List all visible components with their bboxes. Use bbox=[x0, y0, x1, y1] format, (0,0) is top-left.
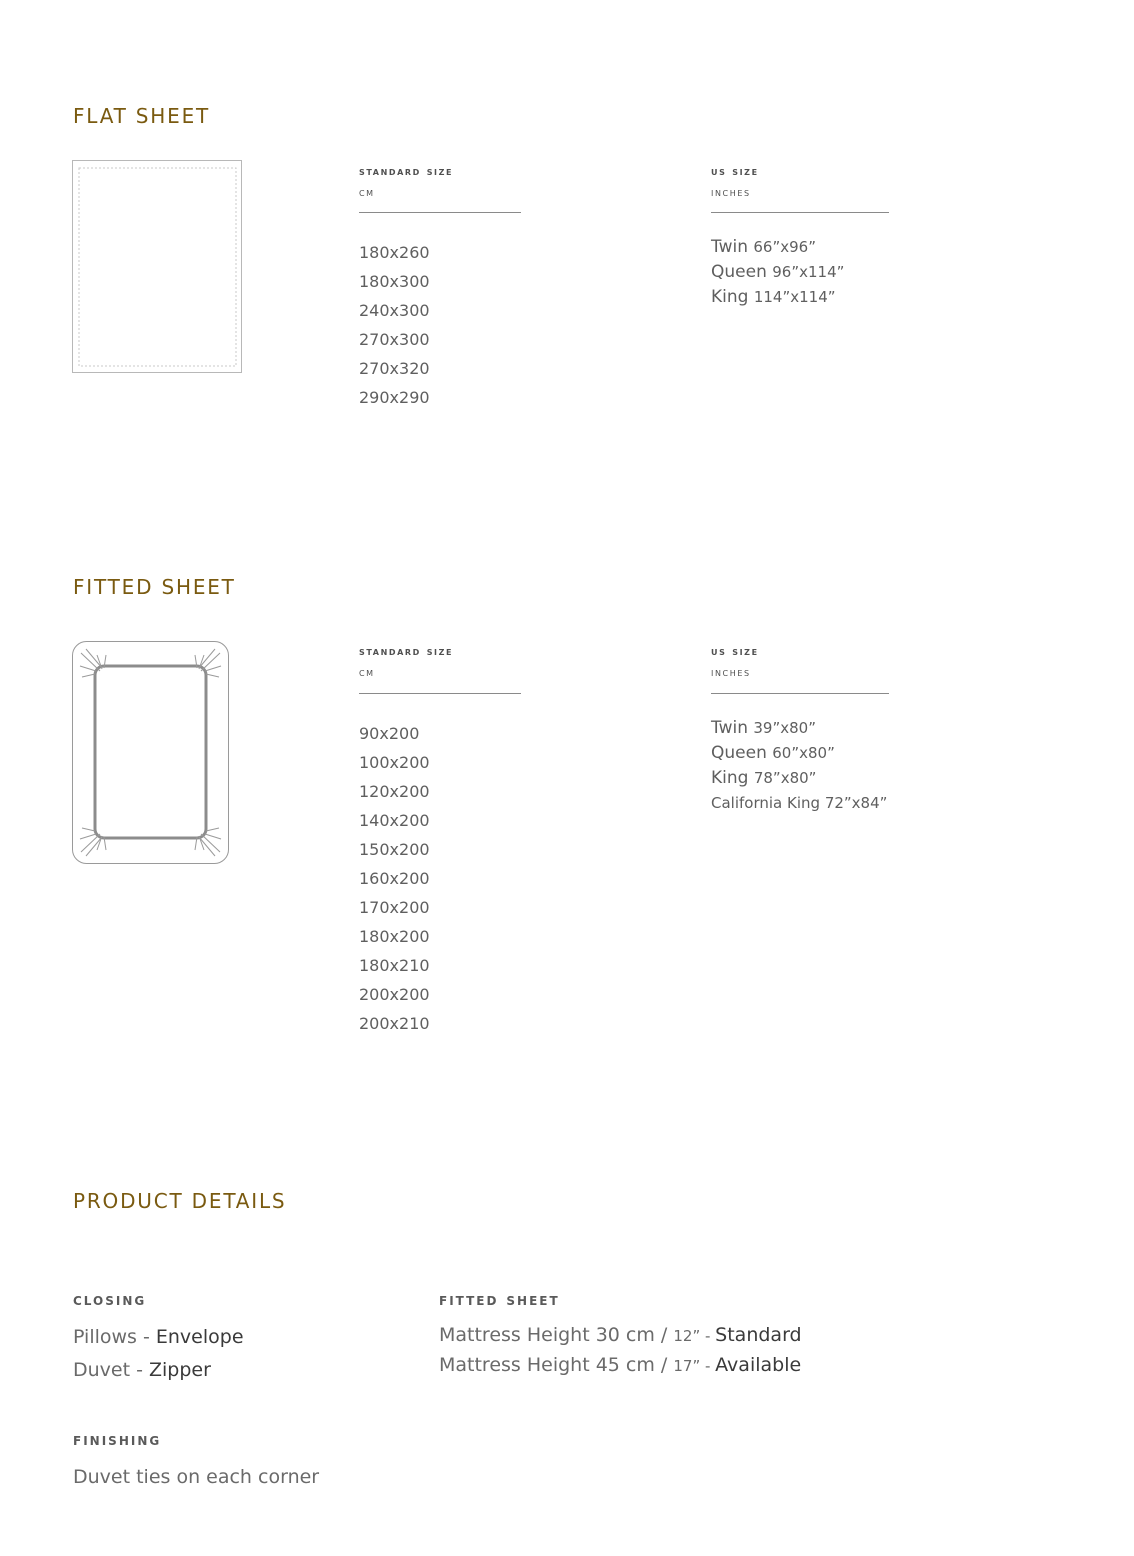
fitted-standard-size-head bbox=[359, 641, 453, 683]
list-item: 160x200 bbox=[359, 869, 430, 888]
list-item: 100x200 bbox=[359, 753, 430, 772]
list-item: 90x200 bbox=[359, 724, 420, 743]
flat-us-unit-label: inches bbox=[711, 185, 751, 199]
size-value: 60”x80” bbox=[772, 744, 835, 762]
list-item bbox=[711, 285, 844, 310]
size-value: 96”x114” bbox=[772, 263, 845, 281]
mattress-inch: 12” - bbox=[673, 1327, 716, 1345]
mattress-label: Mattress Height 45 cm / bbox=[439, 1354, 674, 1376]
mattress-height-standard bbox=[439, 1321, 802, 1351]
list-item: 180x260 bbox=[359, 243, 430, 262]
list-item: 200x200 bbox=[359, 985, 430, 1004]
size-value: 78”x80” bbox=[753, 769, 817, 787]
list-item: 120x200 bbox=[359, 782, 430, 801]
list-item: 180x300 bbox=[359, 272, 430, 291]
list-item: 200x210 bbox=[359, 1014, 430, 1033]
size-name: King bbox=[711, 768, 749, 788]
flat-us-size-label: us size bbox=[711, 164, 759, 178]
flat-cm-size-list bbox=[359, 238, 430, 412]
fitted-standard-unit-label: cm bbox=[359, 665, 375, 679]
pillows-value: Envelope bbox=[155, 1326, 244, 1348]
list-item: 170x200 bbox=[359, 898, 430, 917]
list-item bbox=[711, 791, 887, 816]
flat-us-divider bbox=[711, 212, 889, 213]
list-item bbox=[711, 766, 887, 791]
duvet-label: Duvet - bbox=[73, 1359, 149, 1381]
fitted-us-size-head bbox=[711, 641, 759, 683]
size-name: Queen bbox=[711, 262, 767, 282]
product-details-title: PRODUCT DETAILS bbox=[73, 1189, 287, 1213]
size-value: 114”x114” bbox=[753, 288, 836, 306]
size-name: King bbox=[711, 287, 749, 307]
list-item: 270x300 bbox=[359, 330, 430, 349]
closing-duvet bbox=[73, 1354, 244, 1387]
mattress-value: Available bbox=[715, 1354, 802, 1376]
fitted-standard-divider bbox=[359, 693, 521, 694]
list-item: 240x300 bbox=[359, 301, 430, 320]
list-item: 290x290 bbox=[359, 388, 430, 407]
size-name: Twin bbox=[711, 718, 748, 738]
size-value: 39”x80” bbox=[753, 719, 816, 737]
flat-us-size-head bbox=[711, 161, 759, 203]
flat-sheet-title: FLAT SHEET bbox=[73, 104, 211, 128]
closing-head: closing bbox=[73, 1290, 147, 1310]
list-item bbox=[711, 260, 844, 285]
flat-standard-divider bbox=[359, 212, 521, 213]
list-item: 150x200 bbox=[359, 840, 430, 859]
closing-pillows bbox=[73, 1321, 244, 1354]
list-item bbox=[711, 235, 844, 260]
size-name: Twin bbox=[711, 237, 748, 257]
fitted-sheet-details-head: fitted sheet bbox=[439, 1290, 560, 1310]
mattress-label: Mattress Height 30 cm / bbox=[439, 1324, 674, 1346]
fitted-us-unit-label: inches bbox=[711, 665, 751, 679]
size-value: 72”x84” bbox=[824, 794, 888, 812]
fitted-us-divider bbox=[711, 693, 889, 694]
closing-details bbox=[73, 1321, 244, 1387]
flat-standard-size-head bbox=[359, 161, 453, 203]
finishing-text: Duvet ties on each corner bbox=[73, 1466, 320, 1488]
list-item bbox=[711, 716, 887, 741]
list-item: 140x200 bbox=[359, 811, 430, 830]
fitted-standard-size-label: standard size bbox=[359, 644, 454, 658]
size-name: Queen bbox=[711, 743, 767, 763]
list-item: 270x320 bbox=[359, 359, 430, 378]
fitted-sheet-icon bbox=[72, 641, 230, 865]
fitted-us-size-label: us size bbox=[711, 644, 759, 658]
list-item bbox=[711, 741, 887, 766]
flat-standard-size-label: standard size bbox=[359, 164, 454, 178]
pillows-label: Pillows - bbox=[73, 1326, 156, 1348]
list-item: 180x200 bbox=[359, 927, 430, 946]
duvet-value: Zipper bbox=[149, 1359, 211, 1381]
mattress-value: Standard bbox=[715, 1324, 802, 1346]
finishing-head: finishing bbox=[73, 1430, 162, 1450]
flat-standard-unit-label: cm bbox=[359, 185, 375, 199]
mattress-height-available bbox=[439, 1351, 802, 1381]
flat-us-size-list bbox=[711, 235, 844, 310]
size-value: 66”x96” bbox=[753, 238, 816, 256]
fitted-sheet-title: FITTED SHEET bbox=[73, 575, 236, 599]
flat-sheet-icon bbox=[72, 160, 243, 374]
size-name: California King bbox=[711, 794, 821, 812]
mattress-inch: 17” - bbox=[673, 1357, 716, 1375]
fitted-cm-size-list bbox=[359, 719, 430, 1038]
fitted-us-size-list bbox=[711, 716, 887, 816]
list-item: 180x210 bbox=[359, 956, 430, 975]
fitted-sheet-details bbox=[439, 1321, 802, 1381]
